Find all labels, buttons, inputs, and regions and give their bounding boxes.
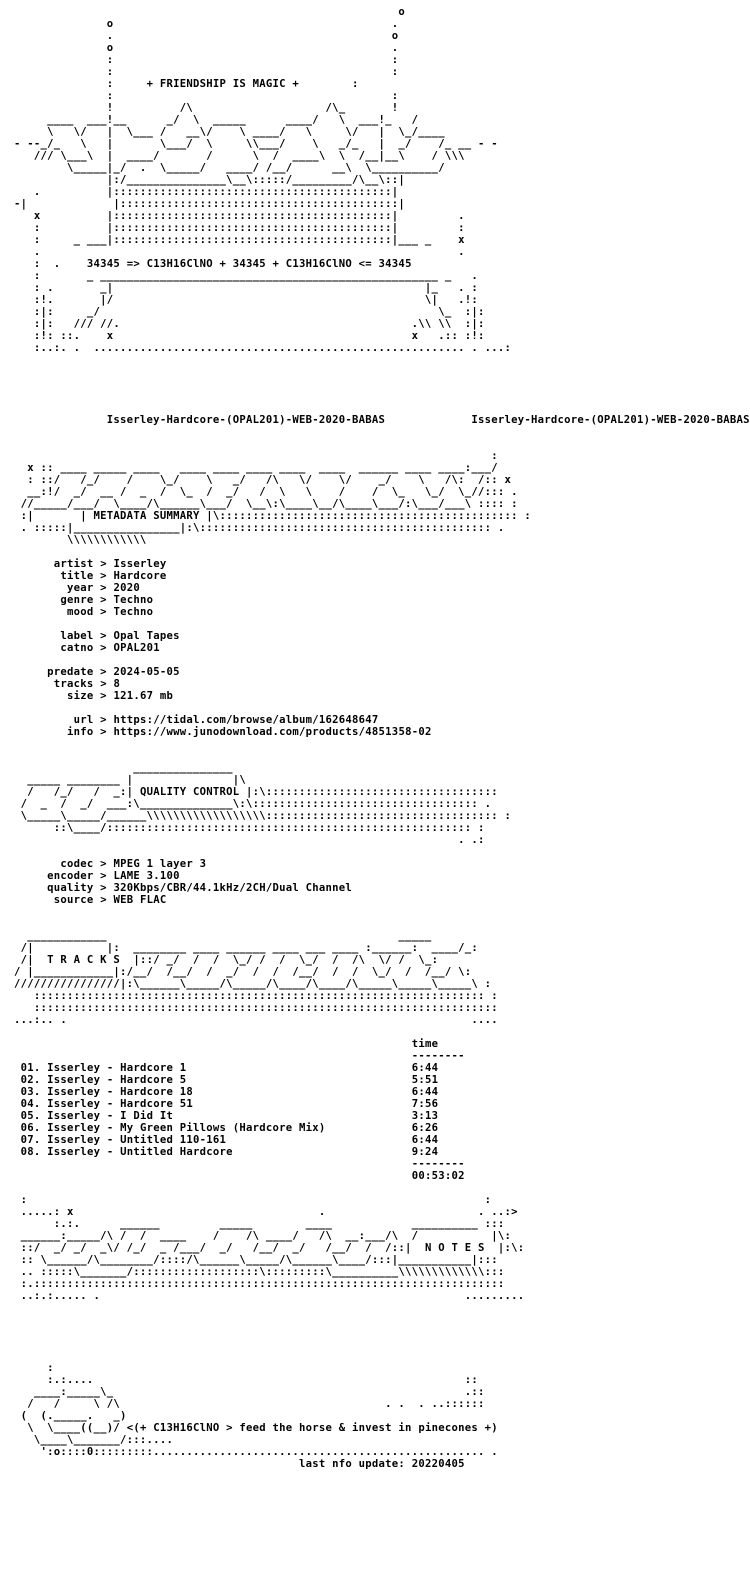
metadata-title: METADATA SUMMARY [93,510,200,522]
formula-line: 34345 => C13H16ClNO + 34345 + C13H16ClNO <= 34345 [86,258,412,270]
meta-value: Hardcore [113,570,167,582]
castle-art: : : ! /\ /\_ ! ____ ___!__ _/ \ _____ ____/ \ ___!_ / \ \/ | \___ / __\/ \ ____/ \ \/ | \_/____ - --_/_ \ | \___/ \ \\___/ \ _/_ | _/ /_ __ - - /// \___\ | ____/ / \ / ____\ \ /__|__\ / \\\ \_____|_/ . \_____/ ____/ /__/ __\ \__________/ |:/_______________\__\:::::/_________/\__\::| . |::::::::::::::::::::::::::::::::::::::::::| -| |::::::::::::::::::::::::::::::::::::::::::| x |::::::::::::::::::::::::::::::::::::::::::| . : |::::::::::::::::::::::::::::::::::::::::::| : : _ ___|::::::::::::::::::::::::::::::::::::::::::|___ _ x . . [14,90,498,258]
notes-banner-art: :: \______/\________/::::/\______\_____/\______\____/:::|___________|::: .. :::::\_______/:::::::::::::::::::\:::::::::\__________\\\\\\\\\\\\\::: :.::::::::::::::::::::::::::::::::::::::::::::::::::::::::::::::::::::::: ..:.:..... . ......... [20,1254,525,1302]
meta-value: Techno [113,594,154,606]
meta-key: artist [53,558,94,570]
time-header: time [411,1038,439,1050]
footer-bottom-art: \____\_______/:::.... ':o::::0:::::::::.................................................. . [33,1434,498,1458]
track-name: Isserley - Hardcore 1 [47,1062,187,1074]
meta-value: 2024-05-05 [113,666,180,678]
meta-value: 2020 [113,582,140,594]
meta-key: url [73,714,94,726]
track-number: 01. [20,1062,41,1074]
meta-key: size [67,690,94,702]
meta-key: year [67,582,94,594]
track-number: 05. [20,1110,41,1122]
quality-banner-art: / _ / _/ ___:\______________\:\:::::::::::::::::::::::::::::::::: . \_____\_____/______\\\\\\\\\\\\\\\\\\::::::::::::::::::::::::::::::::::: : ::\____/::::::::::::::::::::::::::::::::::::::::::::::::::::::: : . .: [20,798,512,846]
track-time: 9:24 [411,1146,439,1158]
meta-value: https://www.junodownload.com/products/4851358-02 [113,726,432,738]
metadata-banner-art: : x :: ____ _____ ____ ____ ____ ____ ____ ____ ______ ____ ____:___/ : ::/ /_/ / \_/ \ _/ /\ \/ \/ _/ \ /\: /:: x __:!/ _/ __ / _ / \_ / _/ / \ \ / / \_ \_/ \_//::: . //_____/___/ \____/\______\___/ \__\:\____\__/\____\___/:\___/___\ :::: : [20,450,518,510]
quality-key: quality [47,882,94,894]
meta-key: mood [67,606,94,618]
track-name: Isserley - I Did It [47,1110,174,1122]
metadata-banner-bottom-art: . :::::|________________|:\:::::::::::::::::::::::::::::::::::::::::::: . \\\\\\\\\\\\ [20,522,505,546]
quality-value: 320Kbps/CBR/44.1kHz/2CH/Dual Channel [113,882,353,894]
quality-value: WEB FLAC [113,894,167,906]
track-number: 07. [20,1134,41,1146]
tracks-banner-art: / |____________|:/__/ /__/ / _/ / / /__/ / / \_/ / /__/ \: ////////////////|:\______\_____/\_____/\____/\____/\_____\_____\_____\ : :::::::::::::::::::::::::::::::::::::::::::::::::::::::::::::::::::: : :::::::::::::::::::::::::::::::::::::::::::::::::::::::::::::::::::::: ...:.. . .... [14,966,498,1026]
meta-value: Isserley [113,558,167,570]
tracks-banner-top-art: ____________ _____ /| |: ________ ____ ______ ____ ___ ____ :______: ____/_: [20,930,478,954]
tracks-title: T R A C K S [47,954,121,966]
meta-value: 121.67 mb [113,690,174,702]
meta-key: genre [60,594,94,606]
castle-top-art: o o . . o o . : : : : [106,6,406,78]
meta-value: Techno [113,606,154,618]
footer-text: <(+ C13H16ClNO > feed the horse & invest in pinecones +) [126,1422,498,1434]
meta-value: OPAL201 [113,642,160,654]
track-number: 02. [20,1074,41,1086]
meta-value: https://tidal.com/browse/album/162648647 [113,714,379,726]
track-number: 03. [20,1086,41,1098]
footer-art: : :.:.... :: ____:_____\_ .:: / / \ /\ . . . ..:::::: ( (._____. _) [20,1362,485,1422]
track-name: Isserley - Untitled Hardcore [47,1146,233,1158]
notes-title: N O T E S [424,1242,485,1254]
quality-banner-top-art: _______________ _____ ________ | |\ [27,762,246,786]
track-time: 6:44 [411,1086,439,1098]
track-name: Isserley - My Green Pillows (Hardcore Mix) [47,1122,326,1134]
track-time: 5:51 [411,1074,439,1086]
quality-title: QUALITY CONTROL [139,786,240,798]
track-name: Isserley - Hardcore 51 [47,1098,193,1110]
meta-key: tracks [53,678,94,690]
meta-value: 8 [113,678,121,690]
track-time: 7:56 [411,1098,439,1110]
track-time: 6:44 [411,1062,439,1074]
track-name: Isserley - Hardcore 18 [47,1086,193,1098]
track-time: 6:26 [411,1122,439,1134]
track-number: 08. [20,1146,41,1158]
track-number: 04. [20,1098,41,1110]
last-update: last nfo update: 20220405 [299,1458,465,1470]
track-number: 06. [20,1122,41,1134]
castle-bottom-art: : _ ___________________________________________________ _ . : . _| |_ . : :!. |/ \| .!: :|: _/ \_ :|: :|: /// //. .\\ \\ :|: :!: ::. x x .:: :!: :..:. . ........................................................ . ...: [33,270,512,354]
track-name: Isserley - Hardcore 5 [47,1074,187,1086]
track-time: 3:13 [411,1110,439,1122]
meta-key: info [67,726,94,738]
meta-key: catno [60,642,94,654]
release-name: Isserley-Hardcore-(OPAL201)-WEB-2020-BABAS [471,414,750,426]
quality-value: LAME 3.100 [113,870,180,882]
nfo-text: o o . . o o . : : : : : + FRIENDSHIP IS MAGIC + : : : ! /\ /\_ ! ____ ___!__ _/ \ _____ ____/ \ ___!_ / \ \/ | \___ / __\/ \ ____/ \ \/ | \_/____ - --_/_ \ | \___/ \ \\___/ \ _/_ | _/ /_ __ - - /// \___\ | ____/ / \ / ____\ \ /__|__\ / \\\ \_____|_/ . \_____/ ____/ /__/ __\ \__________/ |:/_______________\__\:::::/_________/\__\::| . |::::::::::::::::::::::::::::::::::::::::::| -| |::::::::::::::::::::::::::::::::::::::::::| x |::::::::::::::::::::::::::::::::::::::::::| . : |::::::::::::::::::::::::::::::::::::::::::| : : _ ___|::::::::::::::::::::::::::::::::::::::::::|___ _ x . . : . 34345 => C13H16ClNO + 34345 + C13H16ClNO <= 34345 : _ ___________________________________________________ _ . : . _| |_ . : :!. |/ \| .!: :|: _/ \_ :|: :|: /// //. .\\ \\ :|: :!: ::. x x .:: :!: :..:. . ........................................................ . ...: Isserley-Hardcore-(OPAL201)-WEB-2020-BABAS Isserley-Hardcore-(OPAL201)-WEB-2020-BABAS : x :: ____ _____ ____ ____ ____ ____ ____ ____ ______ ____ ____:___/ : ::/ /_/ / \_/ \ _/ /\ \/ \/ _/ \ /\: /:: x __:!/ _/ __ / _ / \_ / _/ / \ \ / / \_ \_/ \_//::: . //_____/___/ \____/\______\___/ \__\:\____\__/\____\___/:\___/___\ :::: : :| | METADATA SUMMARY |\::::::::::::::::::::::::::::::::::::::::::::: : . :::::|________________|:\:::::::::::::::::::::::::::::::::::::::::::: . \\\\\\\\\\\\ artist > Isserley title > Hardcore year > 2020 genre > Techno mood > Techno label > Opal Tapes catno > OPAL201 predate > 2024-05-05 tracks > 8 size > 121.67 mb url > https://tidal.com/browse/album/162648647 info > https://www.junodownload.com/products/4851358-02 _______________ _____ ________ | |\ / /_/ / _:| QUALITY CONTROL |:\::::::::::::::::::::::::::::::::::: / _ / _/ ___:\______________\:\:::::::::::::::::::::::::::::::::: . \_____\_____/______\\\\\\\\\\\\\\\\\\::::::::::::::::::::::::::::::::::: : ::\____/::::::::::::::::::::::::::::::::::::::::::::::::::::::: : . .: codec > MPEG 1 layer 3 encoder > LAME 3.100 quality > 320Kbps/CBR/44.1kHz/2CH/Dual Channel source > WEB FLAC ____________ _____ /| |: ________ ____ ______ ____ ___ ____ :______: ____/_: /| T R A C K S |::/ _/ / / \_/ / / \_/ / /\ \/ / \_: / |____________|:/__/ /__/ / _/ / / /__/ / / \_/ / /__/ \: ////////////////|:\______\_____/\_____/\____/\____/\_____\_____\_____\ : :::::::::::::::::::::::::::::::::::::::::::::::::::::::::::::::::::: : :::::::::::::::::::::::::::::::::::::::::::::::::::::::::::::::::::::: ...:.. . .... time -------- 01. Isserley - Hardcore 1 6:44 02. Isserley - Hardcore 5 5:51 03. Isserley - Hardcore 18 6:44 04. Isserley - Hardcore 51 7:56 05. Isserley - I Did It 3:13 06. Isserley - My Green Pillows (Hardcore Mix) 6:26 07. Isserley - Untitled 110-161 6:44 08. Isserley - Untitled Hardcore 9:24 -------- 00:53:02 : : .....: x . . ..:> :.:. ______ _____ ____ __________ ::: ______:_____/\ / / ____ / /\ ____/ /\ __:___/\ / |\: ::/ _/ _/ _\/ /_/ _ /___/ _/ /__/ _/ /__/ / /::| N O T E S |:\: :: \______/\________/::::/\______\_____/\______\____/:::|___________|::: .. :::::\_______/:::::::::::::::::::\:::::::::\__________\\\\\\\\\\\\\::: :.::::::::::::::::::::::::::::::::::::::::::::::::::::::::::::::::::::::: ..:.:..... . ......... : :.:.... :: ____:_____\_ .:: / / \ /\ . . . ..:::::: ( (._____. _) \ \____((__)/ <(+ C13H16ClNO > feed the horse & invest in pinecones +) \____\_______/:::.... ':o::::0:::::::::.................................................. . last nfo update: 20220405 [14,6,750,1470]
track-name: Isserley - Untitled 110-161 [47,1134,227,1146]
meta-key: predate [47,666,94,678]
meta-key: label [60,630,94,642]
track-time: 6:44 [411,1134,439,1146]
quality-key: codec [60,858,94,870]
meta-key: title [60,570,94,582]
quality-key: source [53,894,94,906]
total-time: 00:53:02 [411,1170,465,1182]
quality-key: encoder [47,870,94,882]
notes-banner-top-art: : : .....: x . . ..:> :.:. ______ _____ ____ __________ ::: ______:_____/\ / / ____ / /\ ____/ /\ __:___/\ / |\: [20,1194,518,1242]
banner-text: + FRIENDSHIP IS MAGIC + [146,78,300,90]
quality-value: MPEG 1 layer 3 [113,858,207,870]
meta-value: Opal Tapes [113,630,180,642]
